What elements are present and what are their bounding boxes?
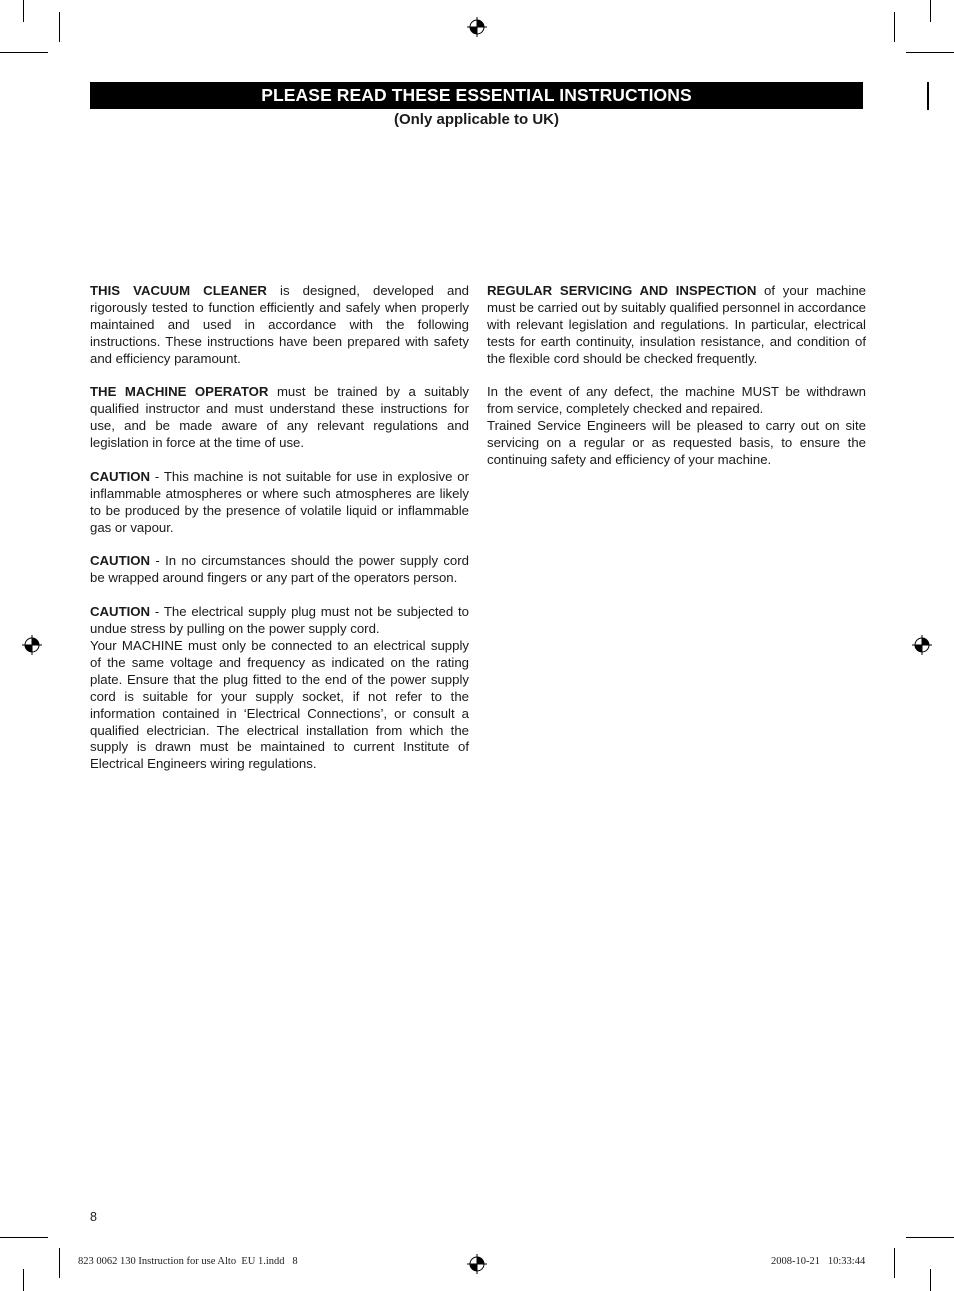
crop-mark-bottom-right-h bbox=[906, 1237, 954, 1238]
paragraph-vacuum-cleaner bbox=[90, 283, 469, 368]
paragraph-defect: In the event of any defect, the machine MUST be withdrawn from service, completely checked and repaired. bbox=[487, 384, 866, 417]
paragraph-text: - This machine is not suitable for use in explosive or inflammable atmospheres or where such atmospheres are likely to be produced by the presence of volatile liquid or inflammable gas or vapour. bbox=[90, 468, 469, 535]
registration-mark-icon bbox=[467, 1254, 487, 1274]
crop-mark-bottom-right-v2 bbox=[930, 1269, 931, 1291]
page-title: PLEASE READ THESE ESSENTIAL INSTRUCTIONS bbox=[90, 82, 863, 109]
paragraph-service-engineers: Trained Service Engineers will be pleased to carry out on site servicing on a regular or as requested basis, to ensure the continuing safety and efficiency of your machine. bbox=[487, 418, 866, 468]
paragraph-lead: CAUTION bbox=[90, 604, 151, 620]
crop-mark-top-right-v2 bbox=[930, 0, 931, 22]
paragraph-lead: THE MACHINE OPERATOR bbox=[90, 384, 269, 400]
crop-mark-bottom-left-v bbox=[59, 1248, 60, 1278]
right-column bbox=[487, 283, 866, 486]
crop-mark-top-right-h bbox=[906, 52, 954, 53]
crop-mark-top-left-v2 bbox=[59, 12, 60, 42]
paragraph-caution-cord bbox=[90, 553, 469, 587]
page-subtitle: (Only applicable to UK) bbox=[393, 111, 559, 128]
crop-mark-top-left-h bbox=[0, 52, 48, 53]
paragraph-regular-servicing bbox=[487, 283, 866, 368]
paragraph-lead: CAUTION bbox=[90, 553, 151, 569]
paragraph-text: of your machine must be carried out by suitably qualified personnel in accordance with relevant legislation and regulations. In particular, electrical tests for earth continuity, insulation resistance, and condition of the flexible cord should be checked frequently. bbox=[487, 283, 866, 366]
slug-date: 2008-10-21 10:33:44 bbox=[771, 1256, 866, 1267]
paragraph-lead: THIS VACUUM CLEANER bbox=[90, 283, 267, 298]
crop-mark-bottom-left-v2 bbox=[23, 1269, 24, 1291]
paragraph-caution-explosive bbox=[90, 469, 469, 537]
paragraph-text: is designed, developed and rigorously tested to function efficiently and safely when properly maintained and used in accordance with the following instructions. These instructions have been prepared with safety and efficiency paramount. bbox=[90, 283, 469, 366]
paragraph-text: - The electrical supply plug must not be subjected to undue stress by pulling on the power supply cord. bbox=[90, 604, 469, 637]
crop-mark-bottom-left-h bbox=[0, 1237, 48, 1238]
paragraph-lead: CAUTION bbox=[90, 468, 151, 484]
paragraph-machine-operator bbox=[90, 384, 469, 452]
paragraph-electrical-supply: Your MACHINE must only be connected to an electrical supply of the same voltage and frequency as indicated on the rating plate. Ensure that the plug fitted to the end of the power supply cord is suitable for your supply socket, if not refer to the information contained in ‘Electrical Connections’, or consult a qualified electrician. The electrical installation from which the supply is drawn must be maintained to current Institute of Electrical Engineers wiring regulations. bbox=[90, 637, 469, 772]
slug-file-info: 823 0062 130 Instruction for use Alto EU 1.indd 8 bbox=[78, 1256, 298, 1267]
paragraph-caution-plug bbox=[90, 604, 469, 638]
paragraph-text: must be trained by a suitably qualified instructor and must understand these instructions for use, and be made aware of any relevant regulations and legislation in force at the time of use. bbox=[90, 384, 469, 451]
left-column bbox=[90, 283, 469, 790]
margin-marker bbox=[927, 82, 929, 110]
page-number: 8 bbox=[90, 1210, 97, 1224]
crop-mark-top-left-v bbox=[23, 0, 24, 22]
paragraph-text: - In no circumstances should the power supply cord be wrapped around fingers or any part of the operators person. bbox=[90, 553, 469, 586]
registration-mark-icon bbox=[912, 635, 932, 655]
registration-mark-icon bbox=[22, 635, 42, 655]
paragraph-lead: REGULAR SERVICING AND INSPECTION bbox=[487, 283, 757, 298]
crop-mark-bottom-right-v bbox=[894, 1248, 895, 1278]
crop-mark-top-right-v bbox=[894, 12, 895, 42]
registration-mark-icon bbox=[467, 17, 487, 37]
